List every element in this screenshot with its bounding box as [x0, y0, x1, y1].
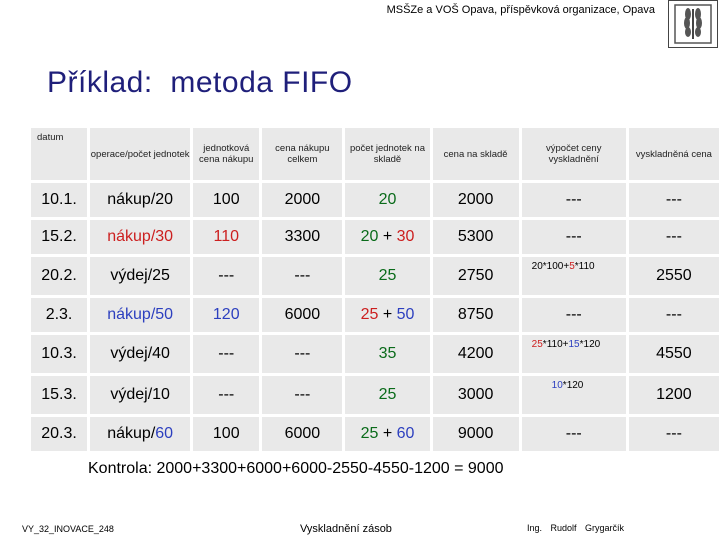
col-header-vyskladnena-cena: vyskladněná cena — [629, 128, 719, 180]
pocet-a: 20 — [360, 228, 379, 245]
cell-vysklad: --- — [629, 220, 719, 254]
pocet-a: 25 — [360, 306, 379, 323]
cell-operace: nákup/60 — [90, 417, 190, 451]
cell-datum: 10.3. — [31, 335, 87, 373]
pocet-a: 25 — [378, 267, 397, 284]
table-row — [31, 183, 719, 217]
col-header-jednotkova-cena: jednotková cena nákupu — [193, 128, 259, 180]
col-header-pocet-na-sklade: počet jednotek na skladě — [345, 128, 429, 180]
cell-pocet — [345, 335, 429, 373]
fifo-table — [28, 125, 720, 454]
control-sum: Kontrola: 2000+3300+6000+6000-2550-4550-1200 = 9000 — [88, 460, 504, 477]
cell-cena-celkem: 3300 — [262, 220, 342, 254]
cell-cena-celkem: 2000 — [262, 183, 342, 217]
pocet-a: 25 — [360, 425, 379, 442]
col-header-operace: operace/počet jednotek — [90, 128, 190, 180]
table-row — [31, 417, 719, 451]
table-header-row — [31, 128, 719, 180]
pocet-b: 30 — [396, 228, 415, 245]
cell-datum: 2.3. — [31, 298, 87, 332]
table-row — [31, 220, 719, 254]
cell-cena-celkem: --- — [262, 335, 342, 373]
cell-cena-sklad: 4200 — [433, 335, 519, 373]
cell-cena-sklad: 3000 — [433, 376, 519, 414]
table-row — [31, 335, 719, 373]
pocet-b: 60 — [396, 425, 415, 442]
cell-pocet — [345, 376, 429, 414]
cell-pocet — [345, 417, 429, 451]
cell-cena-celkem: --- — [262, 376, 342, 414]
wheat-emblem-icon — [669, 1, 717, 47]
cell-jedn-cena: --- — [193, 335, 259, 373]
col-header-cena-celkem: cena nákupu celkem — [262, 128, 342, 180]
cell-datum: 20.2. — [31, 257, 87, 295]
cell-vypocet: 20*100+5*110 — [522, 257, 626, 295]
pocet-a: 25 — [378, 386, 397, 403]
school-logo — [668, 0, 718, 48]
cell-vysklad: --- — [629, 183, 719, 217]
cell-vypocet: 25*110+15*120 — [522, 335, 626, 373]
cell-cena-sklad: 2750 — [433, 257, 519, 295]
cell-vypocet: --- — [522, 417, 626, 451]
col-header-cena-na-sklade: cena na skladě — [433, 128, 519, 180]
footer-code: VY_32_INOVACE_248 — [22, 524, 114, 534]
cell-operace: výdej/10 — [90, 376, 190, 414]
pocet-plus: + — [382, 306, 393, 323]
table-row — [31, 298, 719, 332]
footer-topic: Vyskladnění zásob — [300, 523, 392, 535]
pocet-a: 35 — [378, 345, 397, 362]
cell-vysklad: --- — [629, 298, 719, 332]
col-header-vypocet: výpočet ceny vyskladnění — [522, 128, 626, 180]
cell-datum: 15.2. — [31, 220, 87, 254]
cell-vysklad: 2550 — [629, 257, 719, 295]
cell-jedn-cena: 120 — [193, 298, 259, 332]
cell-pocet — [345, 257, 429, 295]
cell-cena-sklad: 2000 — [433, 183, 519, 217]
table-row — [31, 257, 719, 295]
organization-header: MSŠZe a VOŠ Opava, příspěvková organizace, Opava — [386, 4, 655, 16]
cell-operace: výdej/25 — [90, 257, 190, 295]
cell-cena-sklad: 9000 — [433, 417, 519, 451]
cell-cena-celkem: 6000 — [262, 298, 342, 332]
cell-operace: nákup/20 — [90, 183, 190, 217]
page-title: Příklad: metoda FIFO — [47, 66, 353, 99]
cell-cena-celkem: 6000 — [262, 417, 342, 451]
footer-author: Ing. Rudolf Grygarčík — [527, 523, 625, 533]
cell-vypocet: 10*120 — [522, 376, 626, 414]
pocet-plus: + — [382, 425, 393, 442]
cell-cena-sklad: 5300 — [433, 220, 519, 254]
cell-jedn-cena: 100 — [193, 183, 259, 217]
cell-datum: 15.3. — [31, 376, 87, 414]
cell-pocet — [345, 220, 429, 254]
cell-vysklad: 1200 — [629, 376, 719, 414]
cell-operace: nákup/50 — [90, 298, 190, 332]
cell-cena-sklad: 8750 — [433, 298, 519, 332]
cell-datum: 10.1. — [31, 183, 87, 217]
cell-operace: nákup/30 — [90, 220, 190, 254]
cell-vysklad: --- — [629, 417, 719, 451]
cell-pocet — [345, 183, 429, 217]
cell-jedn-cena: 100 — [193, 417, 259, 451]
cell-jedn-cena: --- — [193, 376, 259, 414]
cell-jedn-cena: --- — [193, 257, 259, 295]
cell-vysklad: 4550 — [629, 335, 719, 373]
cell-datum: 20.3. — [31, 417, 87, 451]
cell-vypocet: --- — [522, 183, 626, 217]
cell-vypocet: --- — [522, 298, 626, 332]
pocet-plus: + — [382, 228, 393, 245]
col-header-datum: datum — [31, 128, 87, 180]
cell-pocet — [345, 298, 429, 332]
cell-jedn-cena: 110 — [193, 220, 259, 254]
cell-cena-celkem: --- — [262, 257, 342, 295]
pocet-b: 50 — [396, 306, 415, 323]
cell-vypocet: --- — [522, 220, 626, 254]
cell-operace: výdej/40 — [90, 335, 190, 373]
table-row — [31, 376, 719, 414]
pocet-a: 20 — [378, 191, 397, 208]
